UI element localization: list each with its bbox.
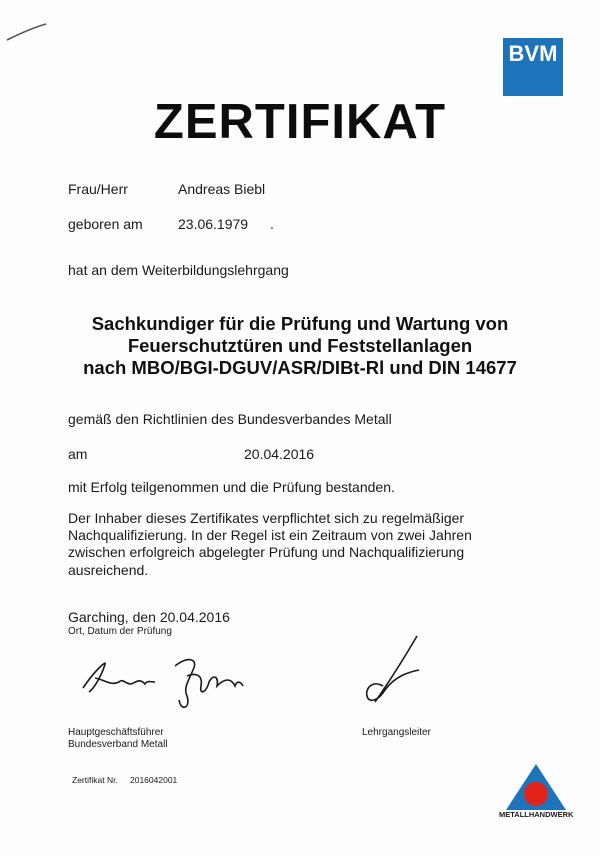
course-line-3: nach MBO/BGI-DGUV/ASR/DIBt-Rl und DIN 14677 xyxy=(83,357,517,378)
obligation-line-3: zwischen erfolgreich abgelegter Prüfung und Nachqualifizierung xyxy=(68,544,465,561)
birth-value: 23.06.1979 xyxy=(178,216,249,232)
signature-right xyxy=(355,630,435,710)
certificate-number-value: 2016042001 xyxy=(130,775,178,785)
certificate-number-label: Zertifikat Nr. xyxy=(72,775,118,785)
left-signatory-title-2: Bundesverband Metall xyxy=(68,739,168,750)
obligation-line-4: ausreichend. xyxy=(68,561,149,578)
birth-label: geboren am xyxy=(68,216,143,232)
pen-mark xyxy=(4,20,64,50)
course-line-2: Feuerschutztüren und Feststellanlagen xyxy=(127,335,473,356)
obligation-line-2: Nachqualifizierung. In der Regel ist ein Zeitraum von zwei Jahren xyxy=(68,527,472,544)
signature-left xyxy=(75,652,265,722)
name-value: Andreas Biebl xyxy=(178,181,266,197)
metallhandwerk-logo-text: METALLHANDWERK xyxy=(499,810,574,819)
bvm-logo xyxy=(503,38,563,96)
place-date: Garching, den 20.04.2016 xyxy=(68,609,230,625)
intro-text: hat an dem Weiterbildungslehrgang xyxy=(68,262,289,278)
left-signatory-title-1: Hauptgeschäftsführer xyxy=(68,727,164,738)
result-text: mit Erfolg teilgenommen und die Prüfung bestanden. xyxy=(68,479,395,495)
right-signatory-title: Lehrgangsleiter xyxy=(362,727,431,738)
name-label: Frau/Herr xyxy=(68,181,128,197)
place-date-caption: Ort, Datum der Prüfung xyxy=(68,626,172,637)
obligation-paragraph xyxy=(68,510,518,579)
certificate-title: ZERTIFIKAT xyxy=(153,95,447,149)
bvm-logo-text: BVM xyxy=(508,41,558,66)
obligation-line-1: Der Inhaber dieses Zertifikates verpflichtet sich zu regelmäßiger xyxy=(68,510,465,526)
date-label: am xyxy=(68,446,88,462)
course-line-1: Sachkundiger für die Prüfung und Wartung von xyxy=(91,313,509,334)
course-title xyxy=(40,313,560,379)
metallhandwerk-logo-icon xyxy=(504,760,568,812)
guideline-text: gemäß den Richtlinien des Bundesverbandes Metall xyxy=(68,411,392,427)
birth-trailing-dot: . xyxy=(270,216,274,232)
date-value: 20.04.2016 xyxy=(244,446,315,462)
